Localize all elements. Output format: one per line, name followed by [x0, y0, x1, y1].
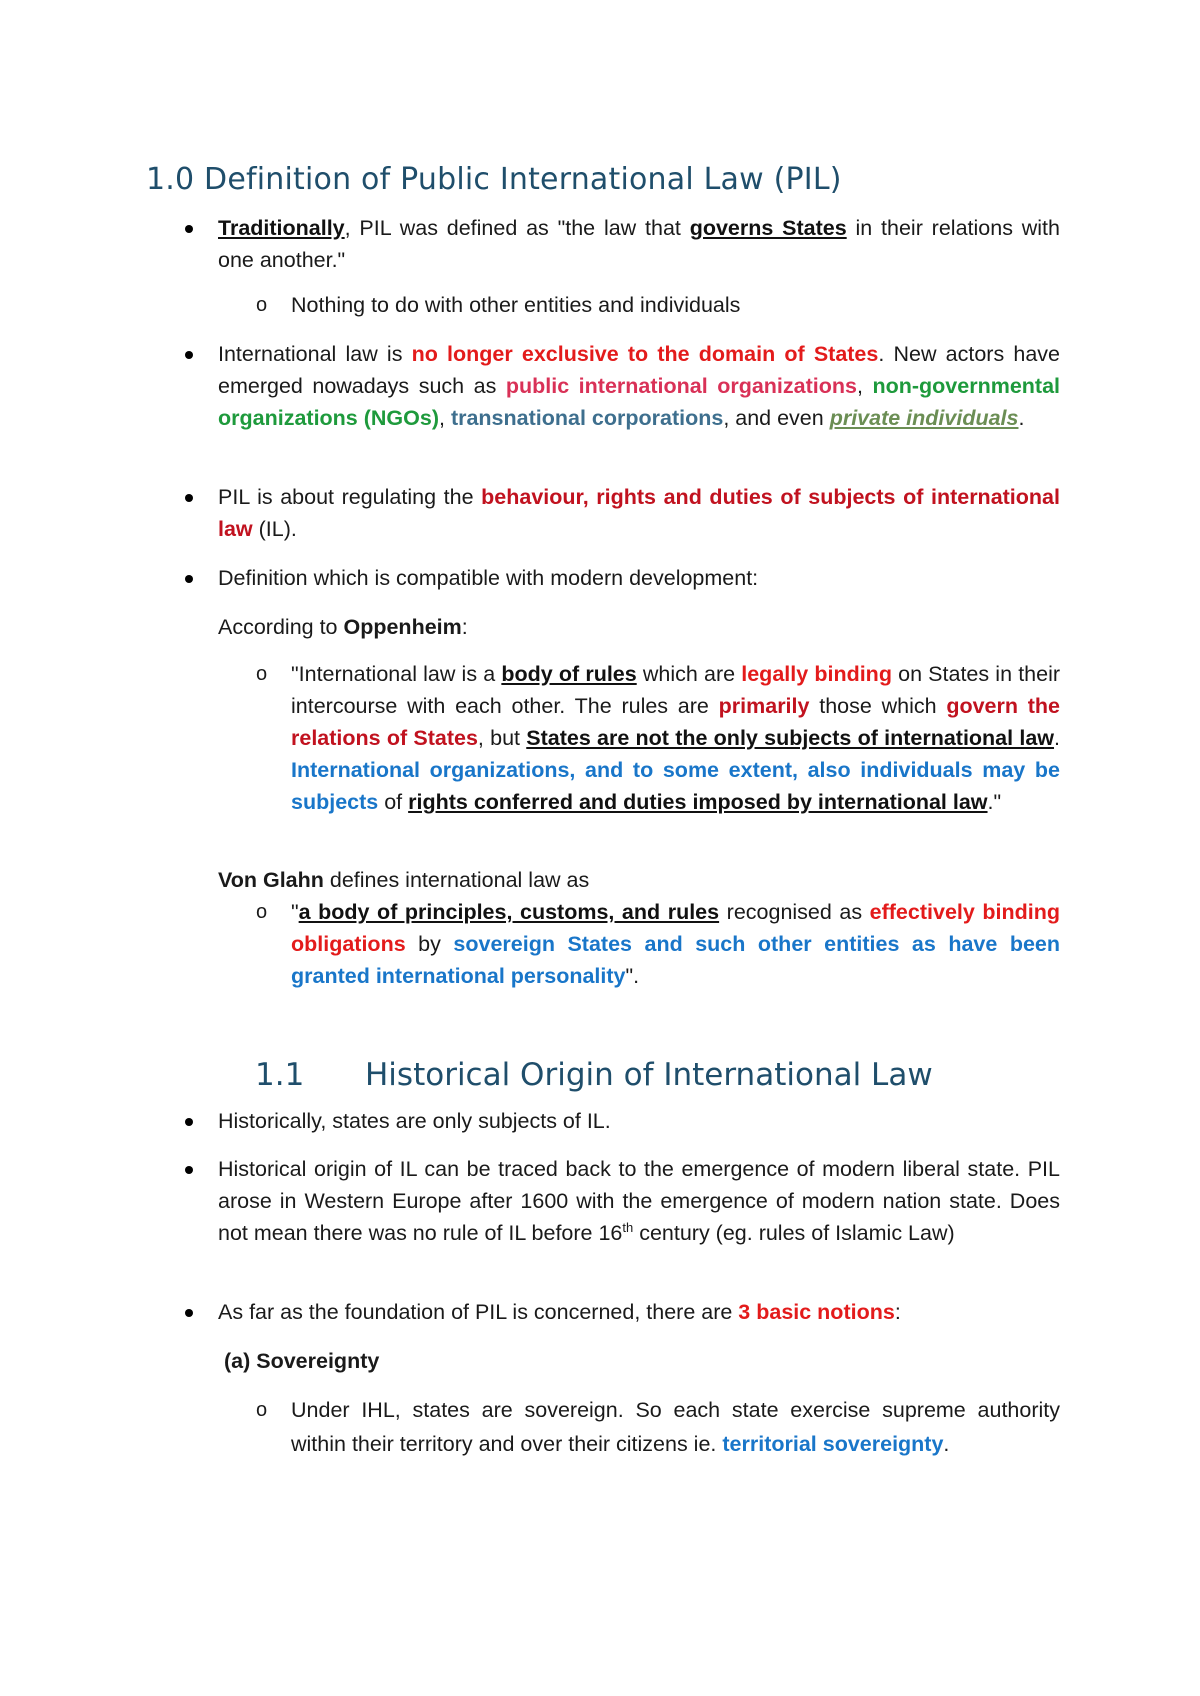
heading-definition-pil: 1.0 Definition of Public International Law (PIL): [146, 162, 842, 197]
bullet-definition-compatible: Definition which is compatible with modern development:: [218, 562, 1060, 594]
heading-historical-origin: [255, 1057, 933, 1093]
sub-bullet-nothing-to-do: o Nothing to do with other entities and individuals: [291, 289, 1060, 321]
bullet-pil-regulating: PIL is about regulating the behaviour, rights and duties of subjects of international law (IL).: [218, 481, 1060, 545]
bullet-foundation-notions: As far as the foundation of PIL is concerned, there are 3 basic notions:: [218, 1296, 1060, 1328]
bullet-traditionally: Traditionally, PIL was defined as "the law that governs States in their relations with one another.": [218, 212, 1060, 276]
sub-bullet-sovereignty: o Under IHL, states are sovereign. So each state exercise supreme authority within their territory and over their citizens ie. territorial sovereignty.: [291, 1393, 1060, 1461]
von-glahn-defines: Von Glahn defines international law as: [218, 868, 590, 892]
heading-number: 1.1: [255, 1057, 305, 1093]
according-to-oppenheim: According to Oppenheim:: [218, 615, 468, 639]
bullet-no-longer-exclusive: International law is no longer exclusive to the domain of States. New actors have emerged nowadays such as public international organizations, non-governmental organizations (NGOs), transnational corporations, and even private individuals.: [218, 338, 1060, 434]
heading-title: Historical Origin of International Law: [365, 1057, 933, 1093]
sovereignty-heading: (a) Sovereignty: [224, 1349, 380, 1373]
bullet-historically-states: Historically, states are only subjects of IL.: [218, 1105, 1060, 1137]
bullet-historical-origin: Historical origin of IL can be traced back to the emergence of modern liberal state. PIL arose in Western Europe after 1600 with the emergence of modern nation state. Does not mean there was no rule of IL before 16th century (eg. rules of Islamic Law): [218, 1153, 1060, 1249]
sub-bullet-von-glahn-quote: o "a body of principles, customs, and rules recognised as effectively binding obligations by sovereign States and such other entities as have been granted international personality".: [291, 896, 1060, 992]
sub-bullet-oppenheim-quote: o "International law is a body of rules which are legally binding on States in their intercourse with each other. The rules are primarily those which govern the relations of States, but States are not the only subjects of international law. International organizations, and to some extent, also individuals may be subjects of rights conferred and duties imposed by international law.": [291, 658, 1060, 818]
